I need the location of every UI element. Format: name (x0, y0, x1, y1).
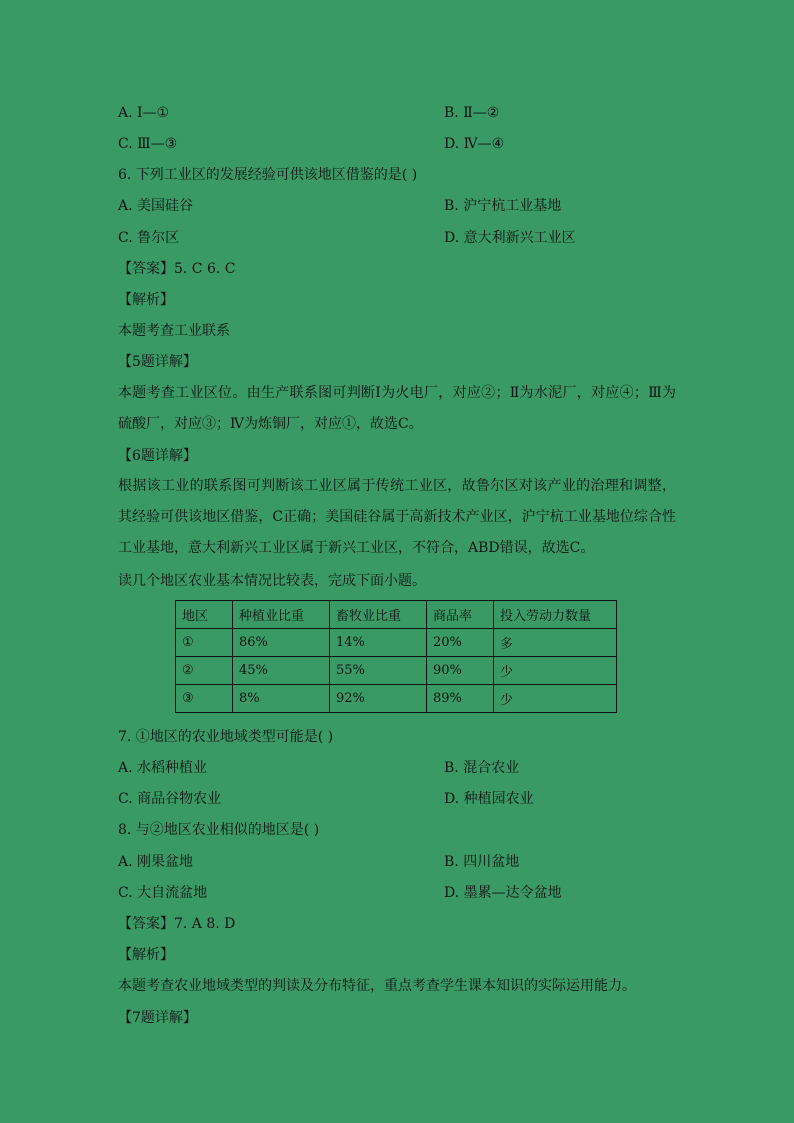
table-cell: 8% (233, 685, 330, 713)
agriculture-comparison-table (175, 600, 617, 713)
q5-option-d: D. Ⅳ—④ (444, 136, 505, 152)
analysis-title: 【解析】 (118, 292, 174, 308)
answer-7-8: 【答案】7. A 8. D (118, 916, 236, 932)
q6-option-a: A. 美国硅谷 (118, 198, 194, 214)
table-cell: 45% (233, 657, 330, 685)
table-header-cell: 种植业比重 (233, 601, 330, 629)
table-cell: 86% (233, 629, 330, 657)
table-cell: 少 (494, 685, 617, 713)
q6-option-d: D. 意大利新兴工业区 (444, 230, 576, 246)
table-header-row (176, 601, 617, 629)
q6-detail-text: 根据该工业的联系图可判断该工业区属于传统工业区，故鲁尔区对该产业的治理和调整，其经验可供该地区借鉴，C正确；美国硅谷属于高新技术产业区，沪宁杭工业基地位综合性工业基地，意大利新兴工业区属于新兴工业区，不符合，ABD错误，故选C。 (118, 478, 676, 556)
q6-option-b: B. 沪宁杭工业基地 (444, 198, 562, 214)
table-cell: 55% (330, 657, 427, 685)
table-row (176, 657, 617, 685)
table-cell: 89% (427, 685, 494, 713)
table-header-cell: 投入劳动力数量 (494, 601, 617, 629)
table-cell: ③ (176, 685, 233, 713)
table-header-cell: 畜牧业比重 (330, 601, 427, 629)
table-header-cell: 商品率 (427, 601, 494, 629)
table-cell: 92% (330, 685, 427, 713)
table-cell: ② (176, 657, 233, 685)
q7-option-c: C. 商品谷物农业 (118, 791, 222, 807)
q8-option-a: A. 刚果盆地 (118, 854, 194, 870)
q8-option-c: C. 大自流盆地 (118, 885, 208, 901)
q6-detail-title: 【6题详解】 (118, 448, 197, 464)
table-cell: 多 (494, 629, 617, 657)
table-intro: 读几个地区农业基本情况比较表，完成下面小题。 (118, 573, 426, 589)
q5-detail-text: 本题考查工业区位。由生产联系图可判断Ⅰ为火电厂，对应②；Ⅱ为水泥厂，对应④；Ⅲ为硫酸厂，对应③；Ⅳ为炼铜厂，对应①，故选C。 (118, 385, 676, 432)
q7-option-b: B. 混合农业 (444, 760, 520, 776)
q7-option-a: A. 水稻种植业 (118, 760, 208, 776)
q7-stem: 7. ①地区的农业地域类型可能是( ) (118, 729, 334, 745)
table-header-cell: 地区 (176, 601, 233, 629)
q5-option-b: B. Ⅱ—② (444, 105, 500, 121)
q8-option-d: D. 墨累—达令盆地 (444, 885, 562, 901)
q8-option-b: B. 四川盆地 (444, 854, 520, 870)
analysis-topic-2: 本题考查农业地域类型的判读及分布特征，重点考查学生课本知识的实际运用能力。 (118, 978, 636, 994)
analysis-title-2: 【解析】 (118, 947, 174, 963)
table-cell: 14% (330, 629, 427, 657)
table-cell: 少 (494, 657, 617, 685)
q6-option-c: C. 鲁尔区 (118, 230, 180, 246)
table-row (176, 685, 617, 713)
q8-stem: 8. 与②地区农业相似的地区是( ) (118, 822, 320, 838)
answer-5-6: 【答案】5. C 6. C (118, 261, 236, 277)
table-cell: 20% (427, 629, 494, 657)
table-cell: 90% (427, 657, 494, 685)
table-row (176, 629, 617, 657)
q7-detail-title: 【7题详解】 (118, 1010, 197, 1026)
table-cell: ① (176, 629, 233, 657)
q5-option-a: A. Ⅰ—① (118, 105, 170, 121)
q6-stem: 6. 下列工业区的发展经验可供该地区借鉴的是( ) (118, 167, 418, 183)
q5-detail-title: 【5题详解】 (118, 354, 197, 370)
q7-option-d: D. 种植园农业 (444, 791, 534, 807)
q5-option-c: C. Ⅲ—③ (118, 136, 178, 152)
analysis-topic: 本题考查工业联系 (118, 323, 230, 339)
